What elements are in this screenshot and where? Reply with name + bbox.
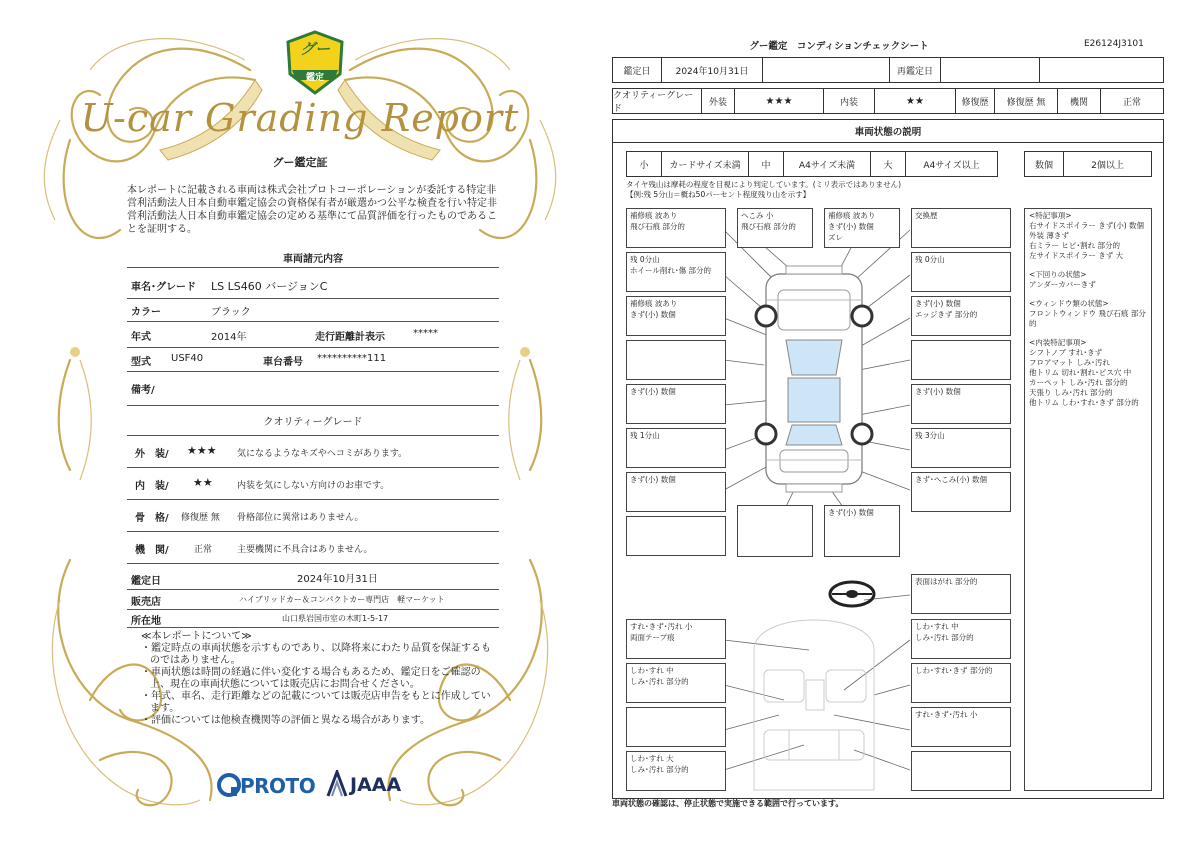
spec-row-name: [127, 267, 499, 299]
engine-label: 機 関/: [135, 545, 169, 556]
note-box-right-5: [911, 384, 1011, 424]
note-line: 飛び石痕 部分的: [630, 222, 685, 231]
proto-logo-icon: [216, 772, 242, 798]
note-box-interior-left-1: [626, 619, 726, 659]
note-box-right-6: [911, 428, 1011, 468]
car-top-view-icon: [756, 266, 872, 492]
summary-line: [1029, 290, 1147, 299]
year-value: 2014年: [211, 332, 247, 343]
int-value: ★★: [875, 89, 956, 113]
exterior-stars: ★★★: [187, 444, 217, 457]
note-line: きず(小) 数個: [915, 387, 961, 396]
note-box-interior-left-2: [626, 663, 726, 703]
year-label: 年式: [131, 332, 151, 343]
mileage-value: *****: [413, 328, 438, 339]
quality-row-interior: [127, 467, 499, 500]
regrade-label: 再鑑定日: [890, 58, 941, 82]
certificate-body: 本レポートに記載される車両は株式会社プロトコーポレーションが委託する特定非営利活動法人日本自動車鑑定協会の資格保有者が厳選かつ公平な検査を行い特定非営利活動法人日本自動車鑑定協会の定める基準にて品質評価を行ったものであることを証明する。: [127, 185, 497, 235]
size-small-desc: カードサイズ未満: [662, 152, 749, 176]
note-line: すれ･きず･汚れ 小: [630, 622, 693, 631]
date-label: 鑑定日: [131, 576, 161, 587]
mileage-label: 走行距離計表示: [315, 332, 385, 343]
tire-note-1: タイヤ残山は摩耗の程度を目視により判定しています。(ミリ表示ではありません): [626, 180, 902, 189]
summary-line: <ウィンドウ類の状態>: [1029, 299, 1109, 308]
quality-row-engine: [127, 531, 499, 564]
color-label: カラー: [131, 307, 161, 318]
size-legend: [626, 151, 998, 177]
repair-value: 修復歴 無: [995, 89, 1058, 113]
count-desc: 2個以上: [1091, 160, 1124, 171]
note-line: 残 3分山: [915, 431, 945, 440]
exterior-desc: 気になるようなキズやヘコミがあります。: [237, 449, 408, 459]
note-line: 補修痕 波あり: [630, 299, 678, 308]
note-box-top-2: [824, 208, 900, 248]
shop-label: 販売店: [131, 597, 161, 608]
note-box-left-7: [626, 472, 726, 512]
note-item: ・鑑定時点の車両状態を示すものであり、以降将来にわたり品質を保証するものではありません。: [141, 643, 491, 666]
note-box-bottom-2: [824, 505, 900, 557]
quality-row-exterior: [127, 435, 499, 468]
summary-line: [1029, 261, 1147, 270]
exterior-label: 外 装/: [135, 449, 169, 460]
address-row: [127, 609, 499, 628]
name-label: 車名･グレード: [131, 282, 196, 293]
summary-line: <特記事項>: [1029, 211, 1072, 220]
note-line: 補修痕 波あり: [828, 211, 876, 220]
note-box-left-2: [626, 252, 726, 292]
address-value: 山口県岩国市室の木町1-5-17: [282, 614, 389, 623]
summary-notes: [1024, 208, 1152, 791]
name-value: LS LS460 バージョンC: [211, 280, 328, 293]
summary-line: カーペット しみ･汚れ 部分的: [1029, 378, 1128, 387]
chassis-label: 車台番号: [263, 357, 303, 368]
note-line: 残 1分山: [630, 431, 660, 440]
date-row: [612, 57, 1164, 83]
note-box-left-4: [626, 340, 726, 380]
size-small-label: 小: [627, 152, 662, 176]
date-label: 鑑定日: [613, 58, 662, 82]
note-line: しみ･汚れ 部分的: [630, 765, 689, 774]
note-line: すれ･きず･汚れ 小: [915, 710, 978, 719]
summary-line: 右サイドスポイラー きず(小) 数個: [1029, 221, 1145, 230]
quality-title-row: [127, 405, 499, 436]
interior-stars: ★★: [193, 476, 213, 489]
summary-line: <内装特記事項>: [1029, 338, 1087, 347]
blank-cell: [763, 58, 890, 82]
note-box-left-8: [626, 516, 726, 556]
note-box-interior-right-5: [911, 751, 1011, 791]
summary-line: 左サイドスポイラー きず 大: [1029, 251, 1124, 260]
grade-row: [612, 88, 1164, 114]
note-line: きず(小) 数個: [828, 222, 874, 231]
interior-desc: 内装を気にしない方向けのお車です。: [237, 481, 390, 491]
note-box-left-5: [626, 384, 726, 424]
note-item: ・評価については他検査機関等の評価と異なる場合があります。: [141, 715, 430, 726]
note-line: へこみ 小: [741, 211, 774, 220]
color-value: ブラック: [211, 307, 251, 318]
count-label: 数個: [1025, 152, 1064, 176]
sheet-title: グー鑑定 コンディションチェックシート: [749, 41, 929, 52]
jaaa-logo-text: JAAA: [350, 774, 402, 796]
note-line: エッジきず 部分的: [915, 310, 978, 319]
summary-line: 天張り しみ･汚れ 部分的: [1029, 388, 1113, 397]
size-medium-label: 中: [749, 152, 784, 176]
note-line: きず(小) 数個: [915, 299, 961, 308]
frame-label: 骨 格/: [135, 513, 169, 524]
note-line: きず(小) 数個: [630, 387, 676, 396]
sheet-id: E26124J3101: [1084, 39, 1144, 49]
ext-value: ★★★: [735, 89, 824, 113]
note-box-interior-right-2: [911, 619, 1011, 659]
certificate-title: グー鑑定証: [272, 156, 328, 169]
note-box-interior-left-3: [626, 707, 726, 747]
note-box-interior-right-1: [911, 574, 1011, 614]
note-line: 補修痕 波あり: [630, 211, 678, 220]
quality-title: クオリティーグレード: [263, 417, 363, 428]
engine-value: 正常: [194, 545, 213, 555]
note-box-left-1: [626, 208, 726, 248]
note-line: きず(小) 数個: [828, 508, 874, 517]
count-legend: [1024, 151, 1152, 177]
date-value: 2024年10月31日: [662, 58, 763, 82]
frame-desc: 骨格部位に異常はありません。: [237, 513, 364, 523]
note-line: しみ･汚れ 部分的: [915, 633, 974, 642]
note-line: 飛び石痕 部分的: [741, 222, 796, 231]
notes-title: ≪本レポートについて≫: [141, 631, 252, 642]
int-label: 内装: [824, 89, 875, 113]
summary-line: アンダーカバーきず: [1029, 280, 1096, 289]
note-line: 表面はがれ 部分的: [915, 577, 978, 586]
note-box-bottom-1: [737, 505, 813, 557]
note-line: ホイール削れ･傷 部分的: [630, 266, 711, 275]
steering-wheel-icon: [830, 582, 874, 606]
note-line: 交換歴: [915, 211, 938, 220]
engine-value: 正常: [1122, 97, 1141, 108]
proto-logo-text: PROTO: [240, 774, 316, 798]
date-value: 2024年10月31日: [297, 574, 378, 585]
note-box-right-1: [911, 208, 1011, 248]
interior-label: 内 装/: [135, 481, 169, 492]
note-box-top-1: [737, 208, 813, 248]
remarks-label: 備考/: [131, 385, 155, 396]
section-title: 車両状態の説明: [612, 120, 1164, 143]
note-box-interior-right-4: [911, 707, 1011, 747]
spec-row-color: [127, 297, 499, 322]
summary-line: 外装 薄きず: [1029, 231, 1069, 240]
model-value: USF40: [171, 353, 204, 364]
note-box-right-3: [911, 296, 1011, 336]
note-line: 両面テープ痕: [630, 633, 675, 642]
note-line: ズレ: [828, 233, 843, 242]
note-line: きず(小) 数個: [630, 475, 676, 484]
summary-line: フロントウィンドウ 飛び石痕 部分的: [1029, 309, 1146, 328]
tire-note-2: 【例:残 5分山＝概ね50パーセント程度残り山を示す】: [626, 190, 811, 199]
note-line: きず･へこみ(小) 数個: [915, 475, 987, 484]
specs-title: 車両諸元内容: [283, 254, 343, 265]
note-line: しわ･すれ･きず 部分的: [915, 666, 993, 675]
shop-value: ハイブリッドカー＆コンパクトカー専門店 軽マーケット: [239, 595, 445, 604]
badge-text-top: グー: [299, 40, 330, 58]
summary-line: 右ミラー ヒビ･割れ 部分的: [1029, 241, 1121, 250]
summary-line: 他トリム 切れ･割れ･ピス穴 中: [1029, 368, 1132, 377]
note-line: しみ･汚れ 部分的: [630, 677, 689, 686]
note-box-interior-right-3: [911, 663, 1011, 703]
note-item: ・年式、車名、走行距離などの記載については販売店申告をもとに作成しています。: [141, 691, 491, 714]
note-box-right-4: [911, 340, 1011, 380]
size-medium-desc: A4サイズ未満: [784, 152, 871, 176]
repair-label: 修復歴: [956, 89, 995, 113]
sheet-footer: 車両状態の確認は、停止状態で実施できる範囲で行っています。: [612, 799, 844, 808]
report-title: U-car Grading Report: [80, 96, 520, 140]
note-box-left-6: [626, 428, 726, 468]
engine-label: 機関: [1058, 89, 1101, 113]
badge-text-bottom: 鑑定: [305, 73, 324, 83]
address-label: 所在地: [131, 616, 161, 627]
note-box-right-7: [911, 472, 1011, 512]
note-line: しわ･すれ 中: [630, 666, 674, 675]
note-line: しわ･すれ 大: [630, 754, 674, 763]
size-large-desc: A4サイズ以上: [923, 160, 980, 171]
note-line: 残 0分山: [915, 255, 945, 264]
shop-row: [127, 589, 499, 610]
jaaa-logo-icon: [326, 770, 348, 798]
engine-desc: 主要機関に不具合はありません。: [237, 545, 373, 555]
note-box-left-3: [626, 296, 726, 336]
note-line: 残 0分山: [630, 255, 660, 264]
note-line: きず(小) 数個: [630, 310, 676, 319]
frame-value: 修復歴 無: [181, 513, 220, 523]
blank-cell: [1040, 58, 1163, 82]
quality-row-frame: [127, 499, 499, 532]
regrade-value: [941, 58, 1040, 82]
report-notes: [137, 631, 497, 727]
grade-label: クオリティーグレード: [613, 89, 702, 113]
summary-line: <下回りの状態>: [1029, 270, 1087, 279]
spec-row-remarks: [127, 371, 499, 406]
summary-line: フロアマット しみ･汚れ: [1029, 358, 1110, 367]
spec-row-year: [127, 321, 499, 348]
summary-line: シフトノブ すれ･きず: [1029, 348, 1103, 357]
size-large-label: 大: [871, 152, 906, 176]
summary-line: 他トリム しわ･すれ･きず 部分的: [1029, 398, 1139, 407]
ext-label: 外装: [702, 89, 735, 113]
note-item: ・車両状態は時間の経過に伴い変化する場合もあるため、鑑定日をご確認の上、現在の車両状態については販売店にお問合せください。: [141, 667, 481, 690]
date-row: [127, 563, 499, 590]
model-label: 型式: [131, 357, 151, 368]
summary-line: [1029, 329, 1147, 338]
chassis-value: **********111: [317, 353, 387, 364]
condition-check-sheet: [604, 0, 1200, 848]
note-line: しわ･すれ 中: [915, 622, 959, 631]
spec-row-model: [127, 347, 499, 372]
note-box-right-2: [911, 252, 1011, 292]
note-box-interior-left-4: [626, 751, 726, 791]
